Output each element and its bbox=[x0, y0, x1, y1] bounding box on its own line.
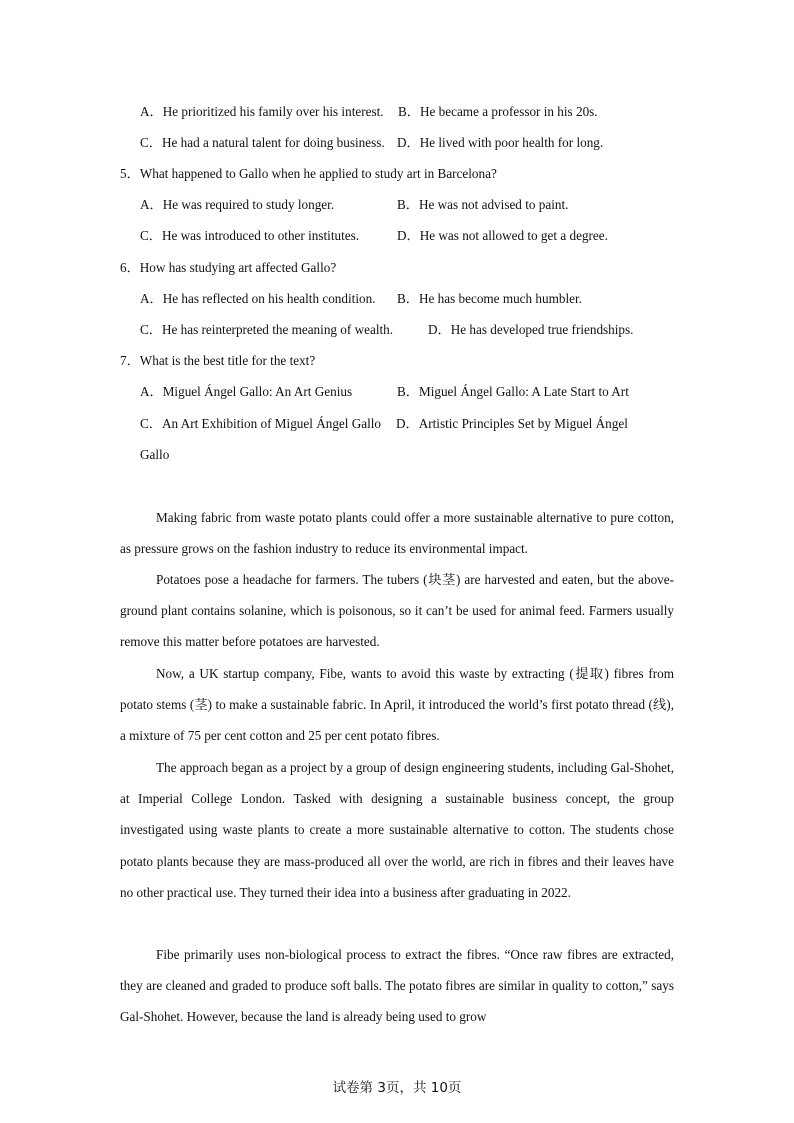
q6-option-d: D．He has developed true friendships. bbox=[428, 322, 634, 337]
passage-paragraph-5: Fibe primarily uses non-biological process to extract the fibres. “Once raw fibres are extracted, they are cleaned and graded to produce soft balls. The potato fibres are similar in quality to cotton,” says Gal-Shohet. However, because the land is already being used to grow bbox=[120, 947, 674, 1025]
passage-paragraph-4: The approach began as a project by a group of design engineering students, including Gal-Shohet, at Imperial College London. Tasked with designing a sustainable business concept, the group investigated using waste plants to create a more sustainable alternative to cotton. The students chose potato plants because they are mass-produced all over the world, are rich in fibres and their leaves have no other practical use. They turned their idea into a business after graduating in 2022. bbox=[120, 760, 674, 900]
q5-option-a: A．He was required to study longer. bbox=[140, 197, 335, 212]
q7-option-d-continued: Gallo bbox=[140, 447, 170, 462]
q7-option-c: C．An Art Exhibition of Miguel Ángel Gallo bbox=[140, 416, 382, 431]
passage-paragraph-2: Potatoes pose a headache for farmers. The tubers (块茎) are harvested and eaten, but the above-ground plant contains solanine, which is poisonous, so it can’t be used for animal feed. Farmers usually remove this matter before potatoes are harvested. bbox=[120, 572, 674, 650]
q5-option-b: B．He was not advised to paint. bbox=[397, 197, 569, 212]
page-footer: 试卷第 3页，共 10页 bbox=[332, 1080, 462, 1096]
passage-paragraph-3: Now, a UK startup company, Fibe, wants to avoid this waste by extracting (提取) fibres from potato stems (茎) to make a sustainable fabric. In April, it introduced the world’s first potato thread (线), a mixture of 75 per cent cotton and 25 per cent potato fibres. bbox=[120, 666, 674, 744]
q7-option-b: B．Miguel Ángel Gallo: A Late Start to Art bbox=[397, 384, 629, 399]
passage-paragraph-1: Making fabric from waste potato plants could offer a more sustainable alternative to pure cotton, as pressure grows on the fashion industry to reduce its environmental impact. bbox=[120, 510, 674, 557]
q6-stem: 6．How has studying art affected Gallo? bbox=[120, 260, 337, 275]
q6-option-c: C．He has reinterpreted the meaning of wealth. bbox=[140, 322, 394, 337]
q6-option-a: A．He has reflected on his health condition. bbox=[140, 291, 376, 306]
q4-option-d: D．He lived with poor health for long. bbox=[397, 135, 604, 150]
q4-option-a: A．He prioritized his family over his interest. bbox=[140, 104, 384, 119]
q7-option-d: D．Artistic Principles Set by Miguel Ángel bbox=[396, 416, 628, 431]
q5-option-c: C．He was introduced to other institutes. bbox=[140, 228, 360, 243]
q5-option-d: D．He was not allowed to get a degree. bbox=[397, 228, 608, 243]
q6-option-b: B．He has become much humbler. bbox=[397, 291, 582, 306]
q7-option-a: A．Miguel Ángel Gallo: An Art Genius bbox=[140, 384, 353, 399]
q4-option-c: C．He had a natural talent for doing business. bbox=[140, 135, 385, 150]
q7-stem: 7．What is the best title for the text? bbox=[120, 353, 316, 368]
q5-stem: 5．What happened to Gallo when he applied to study art in Barcelona? bbox=[120, 166, 497, 181]
q4-option-b: B．He became a professor in his 20s. bbox=[398, 104, 598, 119]
